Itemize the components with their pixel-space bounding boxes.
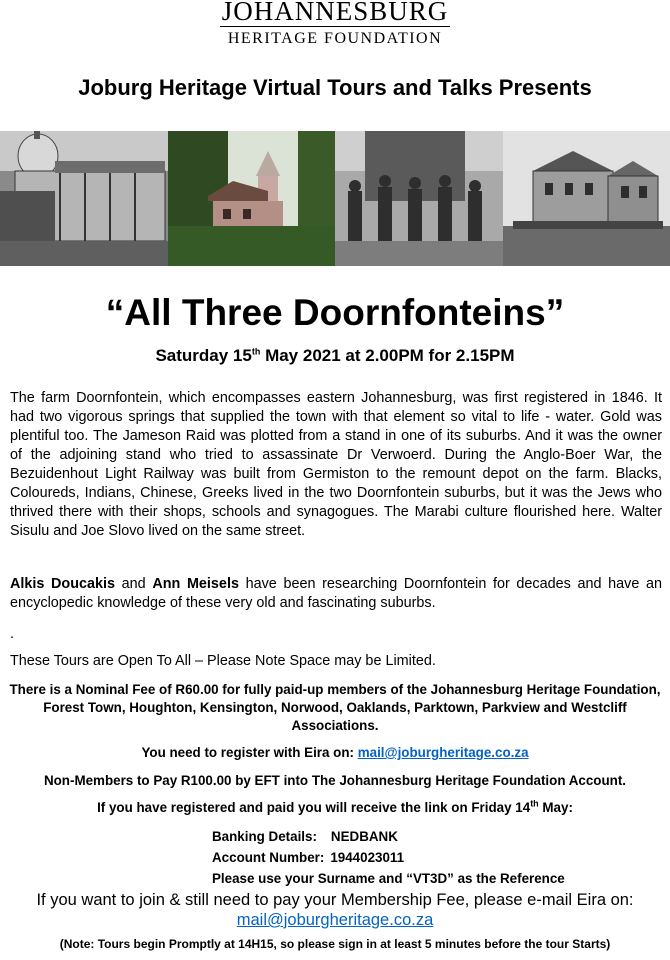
link-sup: th	[530, 798, 539, 809]
event-date	[0, 346, 670, 366]
speaker-2: Ann Meisels	[152, 576, 239, 592]
date-suffix: May 2021 at 2.00PM for 2.15PM	[260, 346, 515, 365]
register-email-link[interactable]: mail@joburgheritage.co.za	[357, 745, 529, 760]
logo-rule	[220, 26, 450, 27]
member-fee-text: There is a Nominal Fee of R60.00 for fully paid-up members of the Johannesburg Heritage Foundation, Forest Town, Houghton, Kensington, Norwood, Oaklands, Parktown, Parkview and Westcliff Associations.	[9, 682, 661, 733]
join-paragraph	[0, 890, 670, 930]
join-email-link[interactable]: mail@joburgheritage.co.za	[236, 911, 434, 929]
photo-pavilion	[0, 131, 168, 266]
register-line	[0, 744, 670, 762]
join-text: If you want to join & still need to pay your Membership Fee, please e-mail Eira on:	[36, 891, 634, 909]
open-to-all: These Tours are Open To All – Please Note Space may be Limited.	[10, 653, 436, 669]
bank-label: Banking Details:	[212, 829, 317, 844]
photo-soldiers	[335, 131, 503, 266]
bank-name: NEDBANK	[330, 829, 398, 844]
speaker-1: Alkis Doucakis	[10, 576, 116, 592]
account-number: 1944023011	[330, 850, 405, 865]
link-suffix: May:	[538, 800, 573, 815]
intro-paragraph: The farm Doornfontein, which encompasses eastern Johannesburg, was first registered in 1846. It had two vigorous springs that supplied the town with that element so vital to life - water. Gold was plentiful too. The Jameson Raid was plotted from a stand in one of its suburbs. And it was the owner of the adjoining stand who tried to assassinate Dr Verwoerd. During the Anglo-Boer War, the Bezuidenhout Light Railway was built from Germiston to the remount depot on the farm. Blacks, Coloureds, Indians, Chinese, Greeks lived in the two Doornfontein suburbs, but it was the Jews who thrived there with their shops, schools and synagogues. The Marabi culture flourished here. Walter Sisulu and Joe Slovo lived on the same street.	[10, 390, 662, 539]
photo-strip	[0, 131, 670, 266]
logo-bottom-text: HERITAGE FOUNDATION	[227, 30, 443, 47]
logo-top-text: JOHANNESBURG	[221, 0, 449, 22]
foundation-logo	[0, 0, 670, 48]
account-number-row	[212, 849, 404, 867]
speakers-and: and	[115, 576, 153, 592]
speakers-rest: have been researching Doornfontein for decades and have an encyclopedic knowledge of these very old and fascinating suburbs.	[10, 576, 662, 611]
event-title: “All Three Doornfonteins”	[105, 292, 565, 333]
link-info	[0, 799, 670, 817]
reference-instruction: Please use your Surname and “VT3D” as the Reference	[212, 871, 565, 886]
date-prefix: Saturday 15	[155, 346, 252, 365]
date-sup: th	[251, 346, 261, 357]
photo-mansion	[503, 131, 670, 266]
banking-details-row	[212, 828, 398, 846]
photo-house	[168, 131, 336, 266]
tour-note: (Note: Tours begin Promptly at 14H15, so please sign in at least 5 minutes before the tour Starts)	[59, 937, 611, 951]
presents-heading: Joburg Heritage Virtual Tours and Talks Presents	[78, 75, 592, 100]
link-prefix: If you have registered and paid you will receive the link on Friday 14	[97, 800, 531, 815]
register-text: You need to register with Eira on:	[141, 745, 358, 760]
non-members-fee: Non-Members to Pay R100.00 by EFT into The Johannesburg Heritage Foundation Account.	[43, 773, 627, 788]
dot-line: .	[10, 626, 14, 642]
speakers-paragraph	[10, 575, 662, 613]
account-label: Account Number:	[212, 850, 325, 865]
